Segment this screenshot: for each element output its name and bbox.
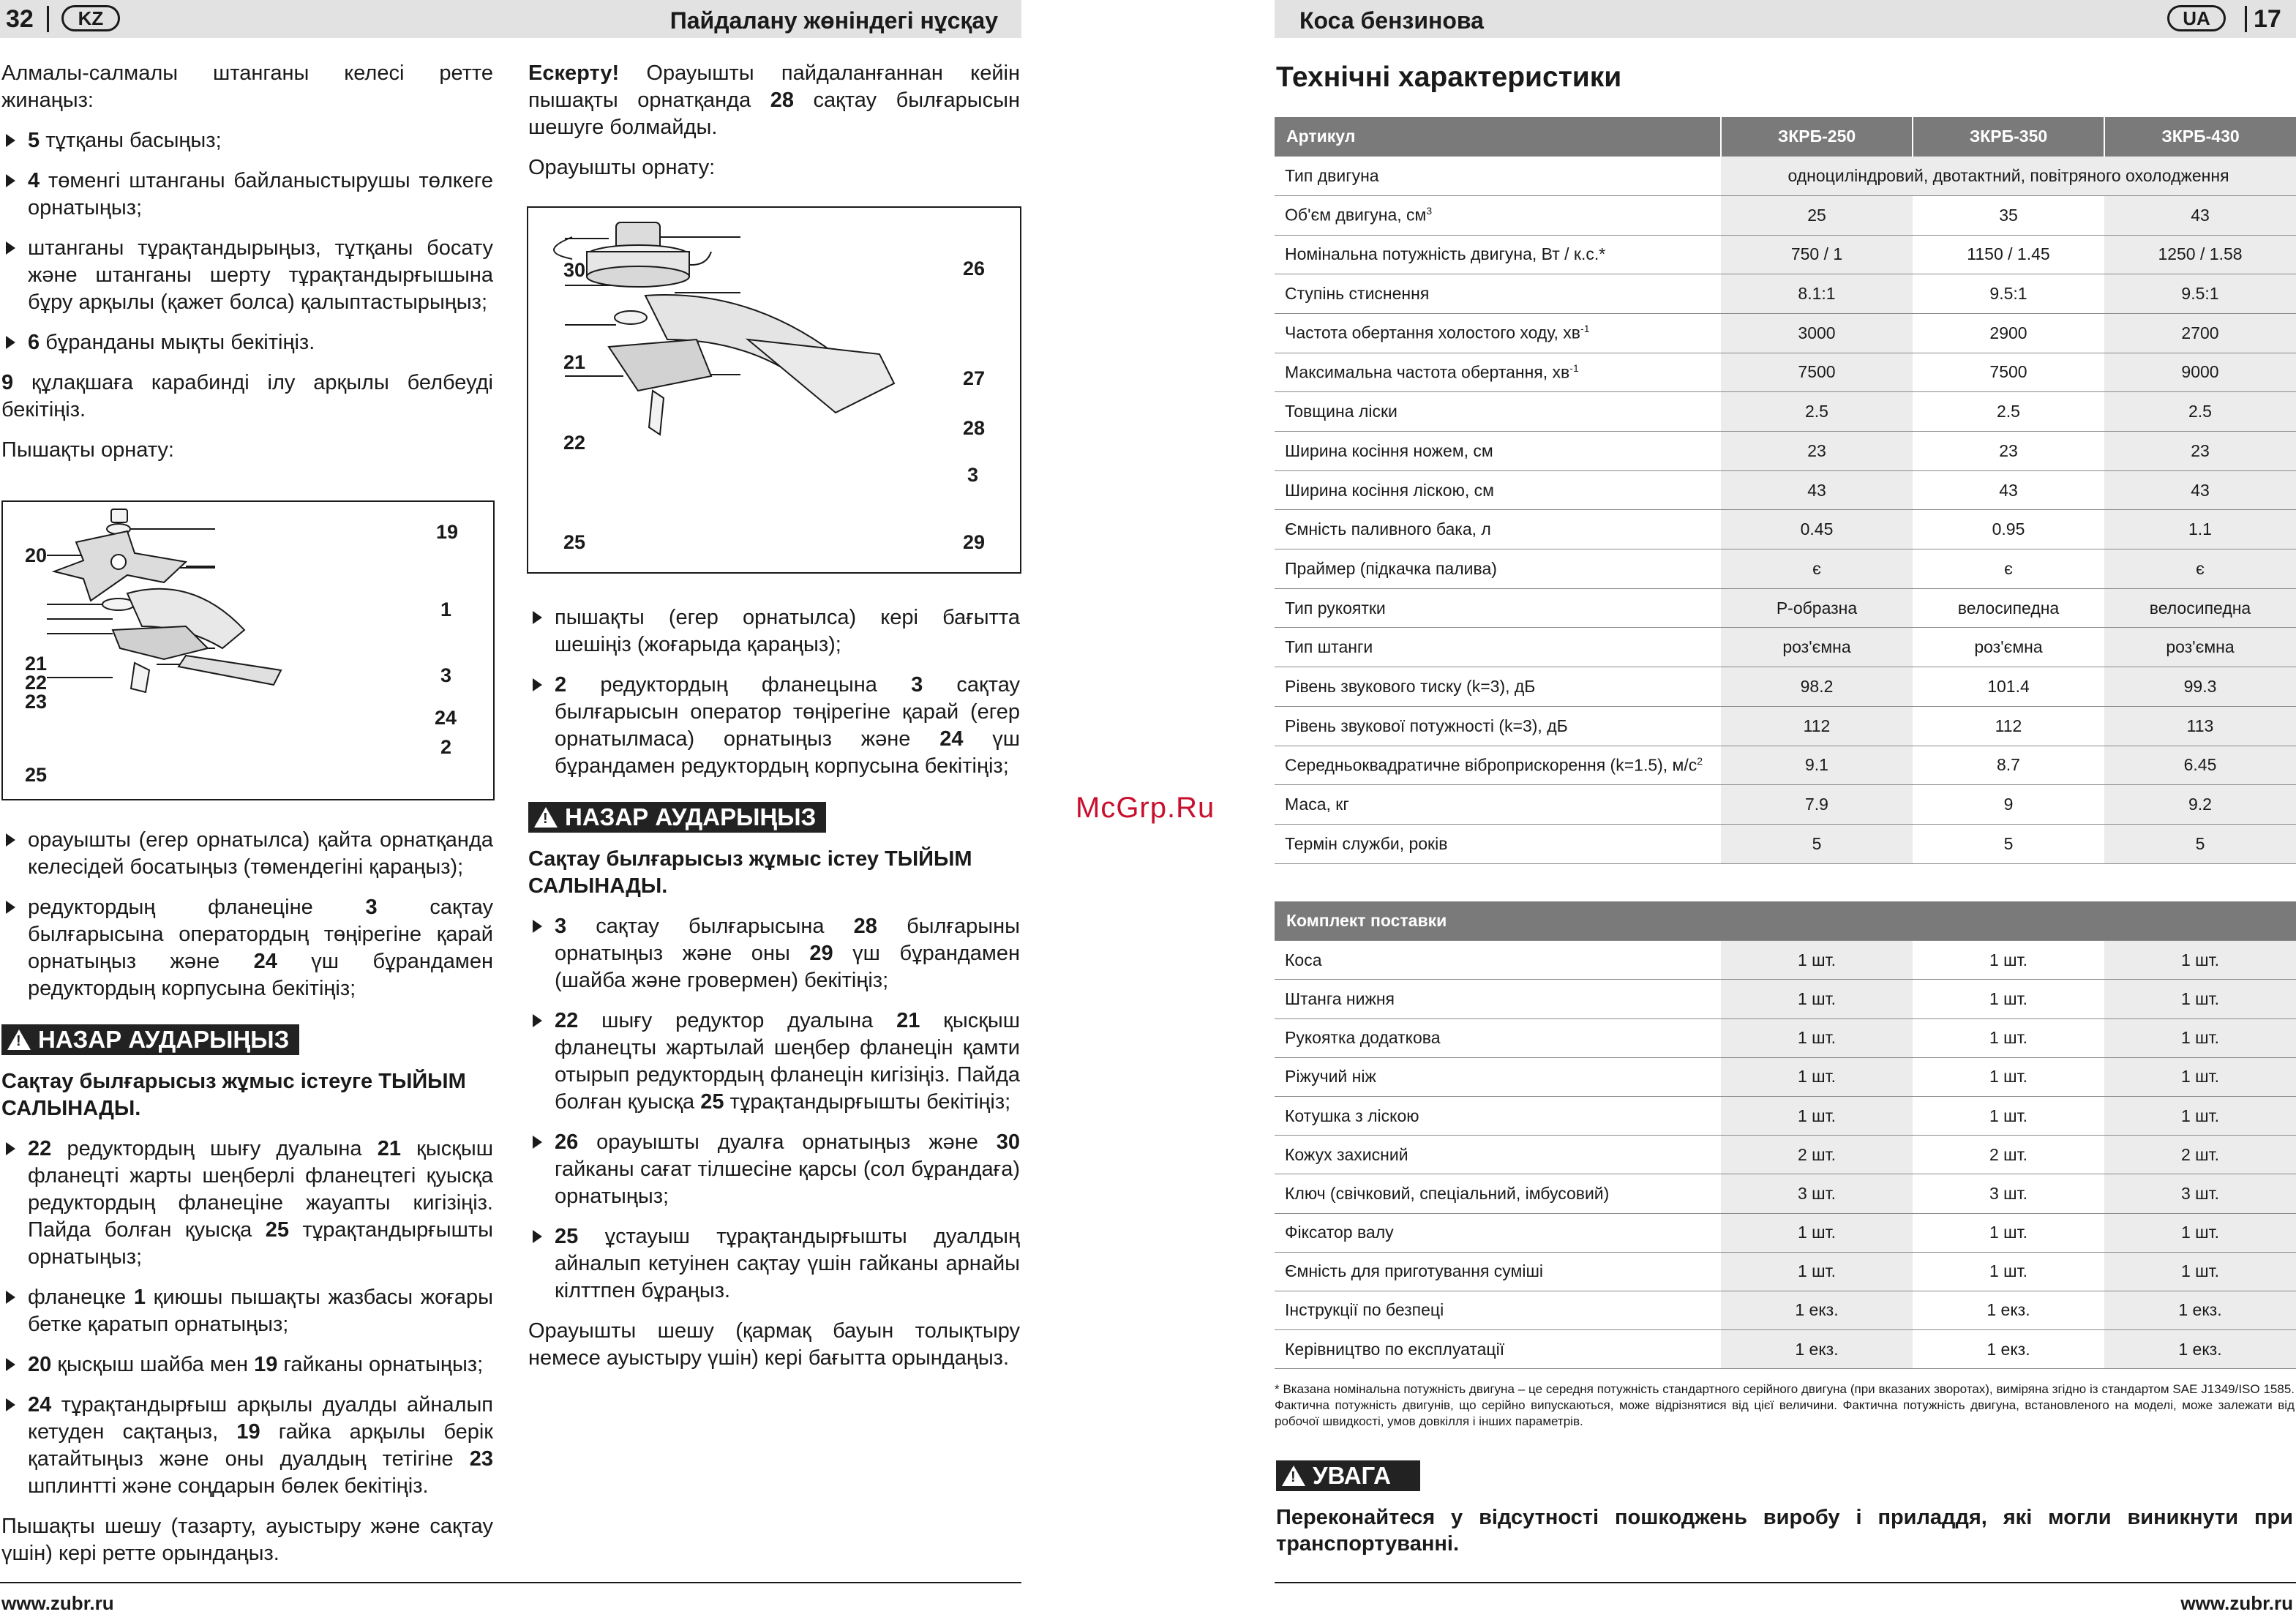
row-value: Р-образна [1721, 588, 1913, 628]
list-item: 25 ұстауыш тұрақтандырғышты дуалдың айналып кетуінен сақтау үшін гайканы арнайы кілттпен бұраңыз. [528, 1223, 1020, 1305]
row-value: 23 [1913, 432, 2104, 471]
table-row [1275, 824, 2296, 863]
row-value: 1 шт. [2104, 980, 2296, 1018]
row-value: 9.5:1 [2104, 274, 2296, 314]
blade-assembly-diagram [1, 500, 495, 800]
right-footer-url[interactable]: www.zubr.ru [2180, 1592, 2293, 1614]
callout-22: 22 [563, 432, 586, 454]
row-value: 1 шт. [1721, 941, 1913, 980]
row-label: Тип штанги [1275, 628, 1721, 667]
left-header-title: Пайдалану жөніндегі нұсқау [669, 7, 998, 34]
header-model: ЗКРБ-430 [2104, 117, 2296, 157]
row-value: 2.5 [2104, 392, 2296, 432]
row-label: Середньоквадратичне віброприскорення (k=1.5), $м/с^2$ [1275, 746, 1721, 785]
table-row [1275, 195, 2296, 235]
row-value: 113 [2104, 706, 2296, 746]
row-value: 1 шт. [1721, 980, 1913, 1018]
list-item: 20 қысқыш шайба мен 19 гайканы орнатыңыз; [1, 1351, 493, 1378]
table-row [1275, 628, 2296, 667]
table-row [1275, 1174, 2296, 1213]
row-label: Максимальна частота обертання, $хв^{-1}$ [1275, 353, 1721, 392]
spool-assembly-drawing [528, 208, 1020, 572]
row-value: є [1721, 549, 1913, 589]
row-value: 1 шт. [1721, 1018, 1913, 1057]
spool-assembly-diagram [527, 206, 1021, 574]
row-value: 1 шт. [1913, 1096, 2104, 1135]
list-item: 6 бұранданы мықты бекітіңіз. [1, 329, 493, 356]
row-value: 8.1:1 [1721, 274, 1913, 314]
callout-28: 28 [963, 417, 986, 439]
row-value: 8.7 [1913, 746, 2104, 785]
row-value: 1 шт. [2104, 1057, 2296, 1096]
callout-20: 20 [25, 544, 48, 566]
row-value: 3 шт. [2104, 1174, 2296, 1213]
watermark: McGrp.Ru [1076, 792, 1215, 824]
row-value: 1 шт. [1721, 1252, 1913, 1291]
row-value: 3 шт. [1913, 1174, 2104, 1213]
callout-25: 25 [25, 764, 48, 786]
paragraph: Пышақты шешу (тазарту, ауыстыру және сақтау үшін) кері ретте орындаңыз. [1, 1515, 493, 1565]
warning-text: Сақтау былғарысыз жұмыс істеуге ТЫЙЫМ САЛЫНАДЫ. [1, 1070, 466, 1120]
callout-2: 2 [440, 736, 452, 758]
row-label: Ширина косіння ліскою, см [1275, 470, 1721, 510]
row-value: 1 екз. [1913, 1291, 2104, 1329]
table-row [1275, 432, 2296, 471]
row-value: 2900 [1913, 313, 2104, 353]
table-row [1275, 785, 2296, 825]
row-value: 2 шт. [2104, 1136, 2296, 1174]
callout-3: 3 [440, 664, 452, 686]
list-item: 3 сақтау былғарысына 28 былғарыны орнатыңыз және оны 29 үш бұрандамен (шайба және гровермен) бекітіңіз; [528, 913, 1020, 994]
lang-badge-ua: UA [2167, 5, 2226, 31]
row-value: 5 [1913, 824, 2104, 863]
list-item: 22 шығу редуктор дуалына 21 қысқыш фланецты жартылай шеңбер фланецін қамти отырып редуктордың фланецін кигізіңіз. Пайда болған қуысқа 25 тұрақтандырғышты бекітіңіз; [528, 1008, 1020, 1116]
row-value: 43 [1913, 470, 2104, 510]
table-row [1275, 1252, 2296, 1291]
row-value: велосипедна [2104, 588, 2296, 628]
note-paragraph: Ескерту! Орауышты пайдаланғаннан кейін пышақты орнатқанда 28 сақтау былғарысын шешуге болмайды. [528, 61, 1020, 139]
paragraph: 9 құлақшаға карабинді ілу арқылы белбеуді бекітіңіз. [1, 371, 493, 421]
right-page-number: 17 [2254, 5, 2281, 33]
row-value: є [1913, 549, 2104, 589]
table-row [1275, 1057, 2296, 1096]
row-value: 1 екз. [1913, 1330, 2104, 1369]
warning-icon: ! [1282, 1466, 1305, 1486]
warning-banner: ! НАЗАР АУДАРЫҢЫЗ [528, 802, 1020, 833]
row-value: 7.9 [1721, 785, 1913, 825]
row-label: Ступінь стиснення [1275, 274, 1721, 314]
paragraph: Пышақты орнату: [1, 438, 174, 462]
table-row [1275, 470, 2296, 510]
left-header-divider [47, 6, 49, 32]
kit-table [1275, 901, 2296, 1369]
row-label: Номінальна потужність двигуна, Вт / к.с.* [1275, 235, 1721, 274]
paragraph: Орауышты шешу (қармақ бауын толықтыру немесе ауыстыру үшін) кері бағытта орындаңыз. [528, 1319, 1020, 1370]
right-header-title: Коса бензинова [1299, 7, 1484, 34]
list-item: 26 орауышты дуалға орнатыңыз және 30 гайканы сағат тілшесіне қарсы (сол бұрандаға) орнатыңыз; [528, 1129, 1020, 1210]
row-value: одноциліндровий, двотактний, повітряного охолодження [1721, 157, 2296, 196]
row-label: Кожух захисний [1275, 1136, 1721, 1174]
table-row [1275, 1291, 2296, 1329]
row-label: Частота обертання холостого ходу, $хв^{-1}$ [1275, 313, 1721, 353]
row-value: 5 [1721, 824, 1913, 863]
specs-header-row [1275, 117, 2296, 157]
row-value: 23 [1721, 432, 1913, 471]
table-row [1275, 1213, 2296, 1252]
list-item: 2 редуктордың фланецына 3 сақтау былғарысын оператор төңірегіне қарай (егер орнатылмаса) орнатыңыз және 24 үш бұрандамен редуктордың корпусына бекітіңіз; [528, 672, 1020, 780]
row-label: Товщина ліски [1275, 392, 1721, 432]
callout-26: 26 [963, 258, 986, 279]
callout-30: 30 [563, 259, 586, 281]
row-value: 98.2 [1721, 667, 1913, 707]
table-row [1275, 549, 2296, 589]
row-value: 1 екз. [1721, 1291, 1913, 1329]
paragraph: Орауышты орнату: [528, 156, 716, 179]
row-value: роз'ємна [2104, 628, 2296, 667]
lang-badge-kz: KZ [61, 5, 120, 31]
row-value: 3 шт. [1721, 1174, 1913, 1213]
row-value: велосипедна [1913, 588, 2104, 628]
row-value: 101.4 [1913, 667, 2104, 707]
callout-22: 22 [25, 672, 48, 694]
table-row [1275, 1136, 2296, 1174]
table-row [1275, 1330, 2296, 1369]
row-value: 35 [1913, 195, 2104, 235]
table-row [1275, 510, 2296, 549]
row-value: 7500 [1913, 353, 2104, 392]
row-value: 9.2 [2104, 785, 2296, 825]
row-value: роз'ємна [1913, 628, 2104, 667]
row-label: Рівень звукового тиску (k=3), дБ [1275, 667, 1721, 707]
row-value: 5 [2104, 824, 2296, 863]
callout-27: 27 [963, 367, 986, 389]
table-row [1275, 1096, 2296, 1135]
left-col2-lower [528, 604, 1020, 1372]
row-value: 99.3 [2104, 667, 2296, 707]
list-item: пышақты (егер орнатылса) кері бағытта шешіңіз (жоғарыда қараңыз); [528, 604, 1020, 659]
row-value: 9.5:1 [1913, 274, 2104, 314]
row-value: 1 шт. [1913, 941, 2104, 980]
row-value: 1 екз. [1721, 1330, 1913, 1369]
table-row [1275, 157, 2296, 196]
row-value: 0.95 [1913, 510, 2104, 549]
table-row [1275, 392, 2296, 432]
row-value: 1 шт. [2104, 1213, 2296, 1252]
row-value: 3000 [1721, 313, 1913, 353]
header-model: ЗКРБ-250 [1721, 117, 1913, 157]
table-row [1275, 746, 2296, 785]
section-title: Технічні характеристики [1276, 61, 1622, 93]
left-col2 [528, 60, 1020, 181]
row-label: Штанга нижня [1275, 980, 1721, 1018]
left-col1 [1, 60, 493, 464]
table-row [1275, 588, 2296, 628]
row-label: Керівництво по експлуатації [1275, 1330, 1721, 1369]
row-value: 1 шт. [2104, 1018, 2296, 1057]
row-value: 1 шт. [2104, 1096, 2296, 1135]
row-value: 43 [2104, 195, 2296, 235]
left-footer-rule [0, 1582, 1021, 1583]
row-value: 1 шт. [1721, 1057, 1913, 1096]
row-label: Ключ (свічковий, спеціальний, імбусовий) [1275, 1174, 1721, 1213]
row-value: 1 шт. [1913, 1057, 2104, 1096]
left-col1-lower [1, 827, 493, 1567]
row-value: 1250 / 1.58 [2104, 235, 2296, 274]
table-row [1275, 353, 2296, 392]
table-row [1275, 667, 2296, 707]
row-value: роз'ємна [1721, 628, 1913, 667]
row-label: Тип двигуна [1275, 157, 1721, 196]
row-value: 2 шт. [1721, 1136, 1913, 1174]
row-label: Ширина косіння ножем, см [1275, 432, 1721, 471]
row-value: 7500 [1721, 353, 1913, 392]
list-item: 24 тұрақтандырғыш арқылы дуалды айналып кетуден сақтаңыз, 19 гайка арқылы берік қатайтыңыз және оны дуалдың тетігіне 23 шплинтті және соңдарын бөлек бекітіңіз. [1, 1392, 493, 1500]
row-value: 2 шт. [1913, 1136, 2104, 1174]
row-value: 2.5 [1721, 392, 1913, 432]
row-value: 0.45 [1721, 510, 1913, 549]
right-footer-rule [1275, 1582, 2296, 1583]
table-row [1275, 980, 2296, 1018]
row-label: Ємність для приготування суміші [1275, 1252, 1721, 1291]
row-value: 1 шт. [1721, 1213, 1913, 1252]
row-label: Праймер (підкачка палива) [1275, 549, 1721, 589]
row-value: 112 [1721, 706, 1913, 746]
list-item: орауышты (егер орнатылса) қайта орнатқанда келесідей босатыңыз (төмендегіні қараңыз); [1, 827, 493, 881]
row-label: Коса [1275, 941, 1721, 980]
table-row [1275, 706, 2296, 746]
assembly-intro: Алмалы-салмалы штанганы келесі ретте жинаңыз: [1, 61, 493, 112]
row-label: Рукоятка додаткова [1275, 1018, 1721, 1057]
row-value: 25 [1721, 195, 1913, 235]
footnote: * Вказана номінальна потужність двигуна – це середня потужність стандартного серійного двигуна (при вказаних зворотах), виміряна згідно із стандартом SAE J1349/ISO 1585. Фактична потужність двигунів, що серійно випускаються, може відрізнятися від цієї величини. Фактична потужність двигуна, встановленого на моделі, може залежати від робочої швидкості, умов довкілля і інших параметрів. [1275, 1382, 2295, 1428]
row-value: 9 [1913, 785, 2104, 825]
row-label: Котушка з ліскою [1275, 1096, 1721, 1135]
callout-24: 24 [435, 707, 457, 729]
row-value: 750 / 1 [1721, 235, 1913, 274]
row-value: 1 шт. [2104, 941, 2296, 980]
list-item: 5 тұтқаны басыңыз; [1, 127, 493, 154]
row-value: 112 [1913, 706, 2104, 746]
row-label: Рівень звукової потужності (k=3), дБ [1275, 706, 1721, 746]
row-value: 1 шт. [1913, 1252, 2104, 1291]
row-value: 2.5 [1913, 392, 2104, 432]
callout-23: 23 [25, 691, 48, 713]
row-value: 1 шт. [1913, 980, 2104, 1018]
row-value: 43 [2104, 470, 2296, 510]
table-row [1275, 1018, 2296, 1057]
warning-icon: ! [534, 807, 558, 828]
row-value: 1 шт. [1721, 1096, 1913, 1135]
row-value: є [2104, 549, 2296, 589]
warning-banner: ! НАЗАР АУДАРЫҢЫЗ [1, 1024, 493, 1055]
row-value: 1 шт. [2104, 1252, 2296, 1291]
header-article: Артикул [1275, 117, 1721, 157]
table-row [1275, 313, 2296, 353]
callout-3: 3 [967, 464, 979, 486]
row-label: Ємність паливного бака, л [1275, 510, 1721, 549]
table-row [1275, 941, 2296, 980]
row-value: 1150 / 1.45 [1913, 235, 2104, 274]
blade-assembly-drawing [3, 502, 493, 799]
row-label: Інструкції по безпеці [1275, 1291, 1721, 1329]
row-value: 1 екз. [2104, 1291, 2296, 1329]
header-model: ЗКРБ-350 [1913, 117, 2104, 157]
list-item: 4 төменгі штанганы байланыстырушы төлкеге орнатыңыз; [1, 168, 493, 222]
row-value: 9.1 [1721, 746, 1913, 785]
table-row [1275, 274, 2296, 314]
kit-header-row [1275, 901, 2296, 941]
specs-table [1275, 117, 2296, 864]
callout-25: 25 [563, 531, 586, 553]
row-value: 43 [1721, 470, 1913, 510]
warning-text: Сақтау былғарысыз жұмыс істеу ТЫЙЫМ САЛЫНАДЫ. [528, 847, 972, 898]
kit-header: Комплект поставки [1275, 901, 2296, 941]
list-item: редуктордың фланеціне 3 сақтау былғарысына оператордың төңірегіне қарай орнатыңыз және 24 үш бұрандамен редуктордың корпусына бекітіңіз; [1, 894, 493, 1002]
callout-21: 21 [25, 653, 48, 675]
row-label: Об'єм двигуна, $см^3$ [1275, 195, 1721, 235]
left-footer-url[interactable]: www.zubr.ru [1, 1592, 114, 1614]
row-label: Фіксатор валу [1275, 1213, 1721, 1252]
left-page-number: 32 [6, 5, 34, 33]
list-item: фланецке 1 қиюшы пышақты жазбасы жоғары бетке қаратып орнатыңыз; [1, 1284, 493, 1338]
row-label: Маса, кг [1275, 785, 1721, 825]
row-label: Тип рукоятки [1275, 588, 1721, 628]
list-item: штанганы тұрақтандырыңыз, тұтқаны босату және штанганы шерту тұрақтандырғышына бұру арқылы (қажет болса) қалыптастырыңыз; [1, 235, 493, 316]
row-value: 9000 [2104, 353, 2296, 392]
callout-19: 19 [436, 521, 459, 543]
callout-29: 29 [963, 531, 986, 553]
row-label: Термін служби, років [1275, 824, 1721, 863]
row-value: 23 [2104, 432, 2296, 471]
row-value: 2700 [2104, 313, 2296, 353]
callout-21: 21 [563, 351, 586, 373]
table-row [1275, 235, 2296, 274]
row-value: 6.45 [2104, 746, 2296, 785]
warning-text-ua: Переконайтеся у відсутності пошкоджень виробу і приладдя, які могли виникнути при транспортуванні. [1276, 1506, 2293, 1556]
row-value: 1 екз. [2104, 1330, 2296, 1369]
callout-1: 1 [440, 599, 452, 620]
row-value: 1 шт. [1913, 1213, 2104, 1252]
row-value: 1 шт. [1913, 1018, 2104, 1057]
warning-banner-ua: ! УВАГА [1276, 1460, 1420, 1491]
row-label: Ріжучий ніж [1275, 1057, 1721, 1096]
right-header-divider [2245, 6, 2247, 32]
row-value: 1.1 [2104, 510, 2296, 549]
warning-icon: ! [7, 1029, 31, 1050]
list-item: 22 редуктордың шығу дуалына 21 қысқыш фланецті жарты шеңберлі фланецтегі қуысқа редуктордың фланеціне жауапты кигізіңіз. Пайда болған қуысқа 25 тұрақтандырғышты орнатыңыз; [1, 1136, 493, 1271]
